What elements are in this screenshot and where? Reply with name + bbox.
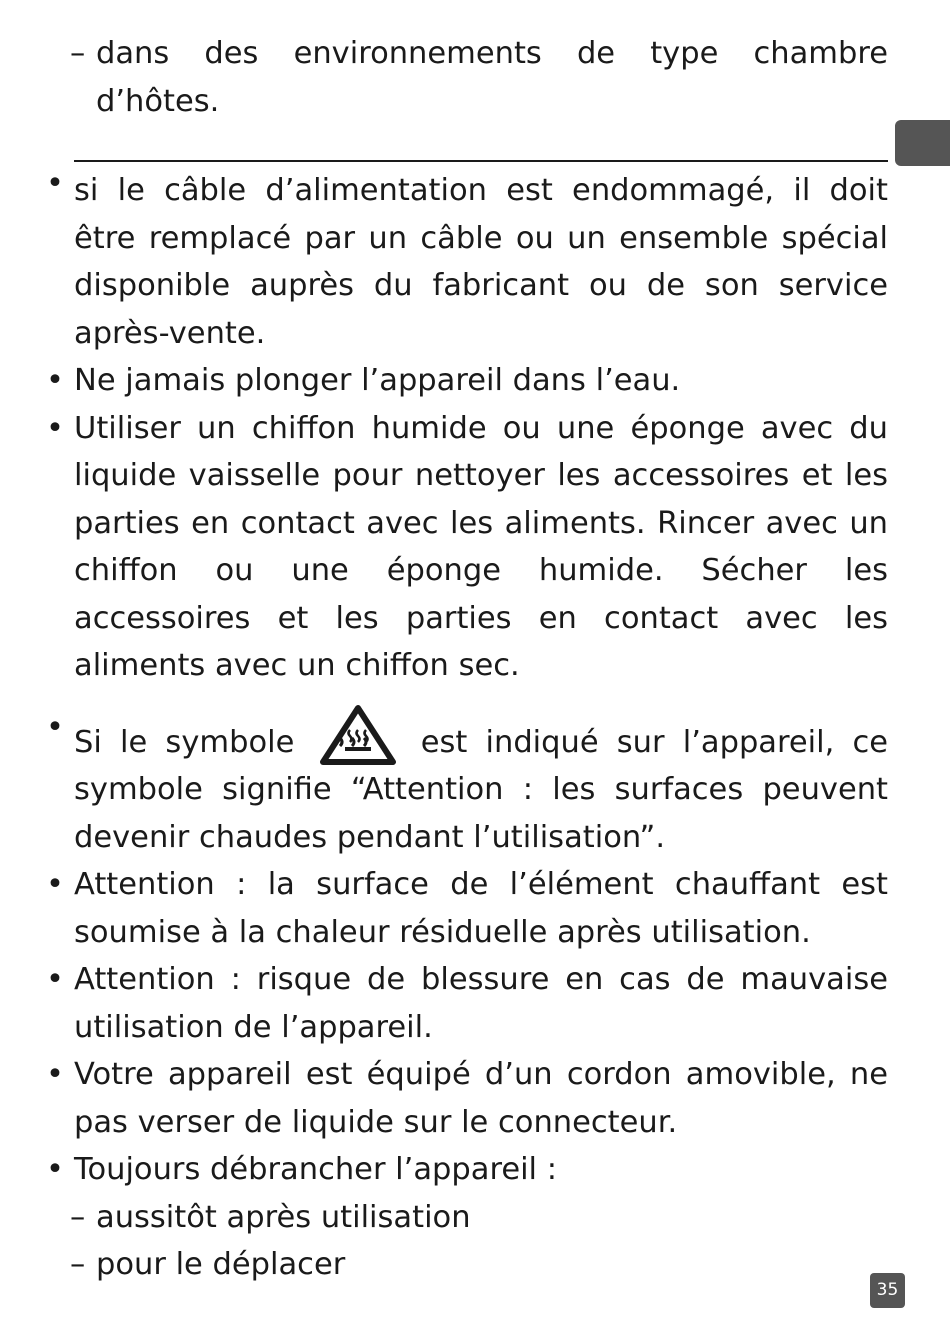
dash-marker: – [70,36,86,71]
list-subitem [40,1194,888,1242]
list-subitem [40,1241,888,1289]
item-text: Utiliser un chiffon humide ou une éponge avec du liquide vaisselle pour nettoyer les accessoires et les parties en contact avec les aliments. Rincer avec un chiffon ou une éponge humide. Sécher les accessoires et les parties en contact avec les aliments avec un chiffon sec. [74,410,888,683]
bullet-marker: • [46,962,64,997]
blank-rule-line [74,160,888,162]
section-tab [895,120,950,166]
bullet-marker: • [46,363,64,398]
dash-marker: – [70,1199,86,1235]
bullet-marker: • [46,867,64,902]
list-item-symbol [40,704,888,862]
item-text: Votre appareil est équipé d’un cordon amovible, ne pas verser de liquide sur le connecteur. [74,1057,888,1140]
list-item-cable [40,160,888,357]
bullet-marker: • [46,410,64,446]
list-item [40,1146,888,1194]
item-text: Toujours débrancher l’appareil : [74,1152,557,1187]
list-item [40,405,888,690]
list-item [40,357,888,405]
list-item [40,861,888,956]
subitem-text: aussitôt après utilisation [96,1199,471,1235]
list-item [40,956,888,1051]
item-text-after: est indiqué sur l’appareil, ce symbole signifie “Attention : les surfaces peuvent devenir chaudes pendant l’utilisation”. [74,724,888,855]
item-text: si le câble d’alimentation est endommagé, il doit être remplacé par un câble ou un ensemble spécial disponible auprès du fabricant ou de son service après-vente. [74,173,888,351]
hot-surface-warning-icon [319,704,397,766]
subitem-text: dans des environnements de type chambre d’hôtes. [96,36,888,119]
bullet-marker: • [46,1152,64,1187]
list-item [40,1051,888,1146]
subitem-text: pour le déplacer [96,1247,346,1282]
bullet-marker: • [46,709,64,745]
dash-marker: – [70,1247,86,1282]
list-subitem [40,30,888,125]
bullet-marker: • [46,1057,64,1092]
item-text-before: Si le symbole [74,724,295,760]
item-text: Ne jamais plonger l’appareil dans l’eau. [74,363,681,398]
bullet-marker: • [46,166,64,201]
item-text: Attention : risque de blessure en cas de mauvaise utilisation de l’appareil. [74,962,888,1045]
item-text: Attention : la surface de l’élément chauffant est soumise à la chaleur résiduelle après utilisation. [74,867,888,950]
page-number: 35 [870,1273,905,1308]
document-body [40,30,888,1289]
